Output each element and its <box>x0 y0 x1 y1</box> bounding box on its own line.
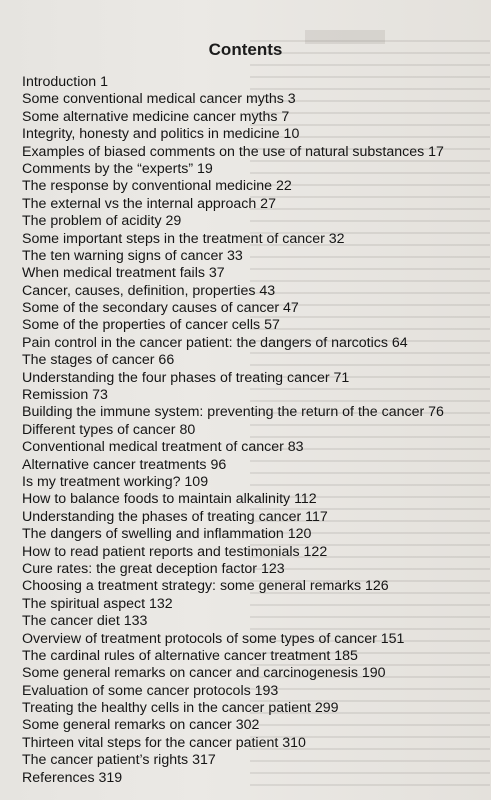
toc-entry: Different types of cancer 80 <box>22 421 196 438</box>
toc-entry: How to read patient reports and testimonials 122 <box>22 543 328 560</box>
toc-entry: How to balance foods to maintain alkalinity 112 <box>22 491 317 508</box>
toc-entry: Cure rates: the great deception factor 123 <box>22 560 285 577</box>
toc-entry: Choosing a treatment strategy: some general remarks 126 <box>22 578 389 595</box>
toc-entry: Pain control in the cancer patient: the dangers of narcotics 64 <box>22 334 408 351</box>
toc-entry: Evaluation of some cancer protocols 193 <box>22 682 279 699</box>
toc-entry: Conventional medical treatment of cancer 83 <box>22 439 304 456</box>
table-of-contents <box>22 74 482 787</box>
toc-entry: The ten warning signs of cancer 33 <box>22 247 243 264</box>
toc-entry: The cancer patient’s rights 317 <box>22 752 216 769</box>
toc-entry: The stages of cancer 66 <box>22 352 175 369</box>
toc-entry: The spiritual aspect 132 <box>22 595 173 612</box>
toc-entry: Some important steps in the treatment of cancer 32 <box>22 230 345 247</box>
toc-entry: Some general remarks on cancer and carcinogenesis 190 <box>22 665 386 682</box>
toc-entry: Introduction 1 <box>22 74 108 90</box>
toc-entry: Some conventional medical cancer myths 3 <box>22 91 296 108</box>
toc-entry: Thirteen vital steps for the cancer patient 310 <box>22 734 306 751</box>
toc-entry: The cardinal rules of alternative cancer treatment 185 <box>22 647 358 664</box>
contents-title: Contents <box>208 40 283 59</box>
toc-entry: Some of the properties of cancer cells 57 <box>22 317 280 334</box>
toc-entry: Treating the healthy cells in the cancer patient 299 <box>22 700 339 717</box>
toc-entry: The response by conventional medicine 22 <box>22 178 292 195</box>
toc-entry: Some alternative medicine cancer myths 7 <box>22 108 290 125</box>
toc-entry: Alternative cancer treatments 96 <box>22 456 227 473</box>
toc-entry: References 319 <box>22 769 123 786</box>
toc-entry: Some of the secondary causes of cancer 47 <box>22 300 299 317</box>
toc-entry: Building the immune system: preventing the return of the cancer 76 <box>22 404 444 421</box>
toc-entry: Comments by the “experts” 19 <box>22 160 213 177</box>
toc-entry: Understanding the four phases of treating cancer 71 <box>22 369 350 386</box>
toc-entry: The external vs the internal approach 27 <box>22 195 276 212</box>
toc-entry: Remission 73 <box>22 387 108 404</box>
toc-entry: Some general remarks on cancer 302 <box>22 717 260 734</box>
toc-entry: Examples of biased comments on the use of natural substances 17 <box>22 143 444 160</box>
toc-entry: The problem of acidity 29 <box>22 213 182 230</box>
toc-entry: The cancer diet 133 <box>22 613 148 630</box>
toc-entry: Integrity, honesty and politics in medicine 10 <box>22 126 300 143</box>
toc-entry: Is my treatment working? 109 <box>22 473 209 490</box>
toc-entry: Cancer, causes, definition, properties 43 <box>22 282 276 299</box>
toc-entry: The dangers of swelling and inflammation 120 <box>22 526 312 543</box>
toc-entry: Understanding the phases of treating cancer 117 <box>22 508 328 525</box>
toc-entry: Overview of treatment protocols of some types of cancer 151 <box>22 630 405 647</box>
toc-entry: When medical treatment fails 37 <box>22 265 225 282</box>
